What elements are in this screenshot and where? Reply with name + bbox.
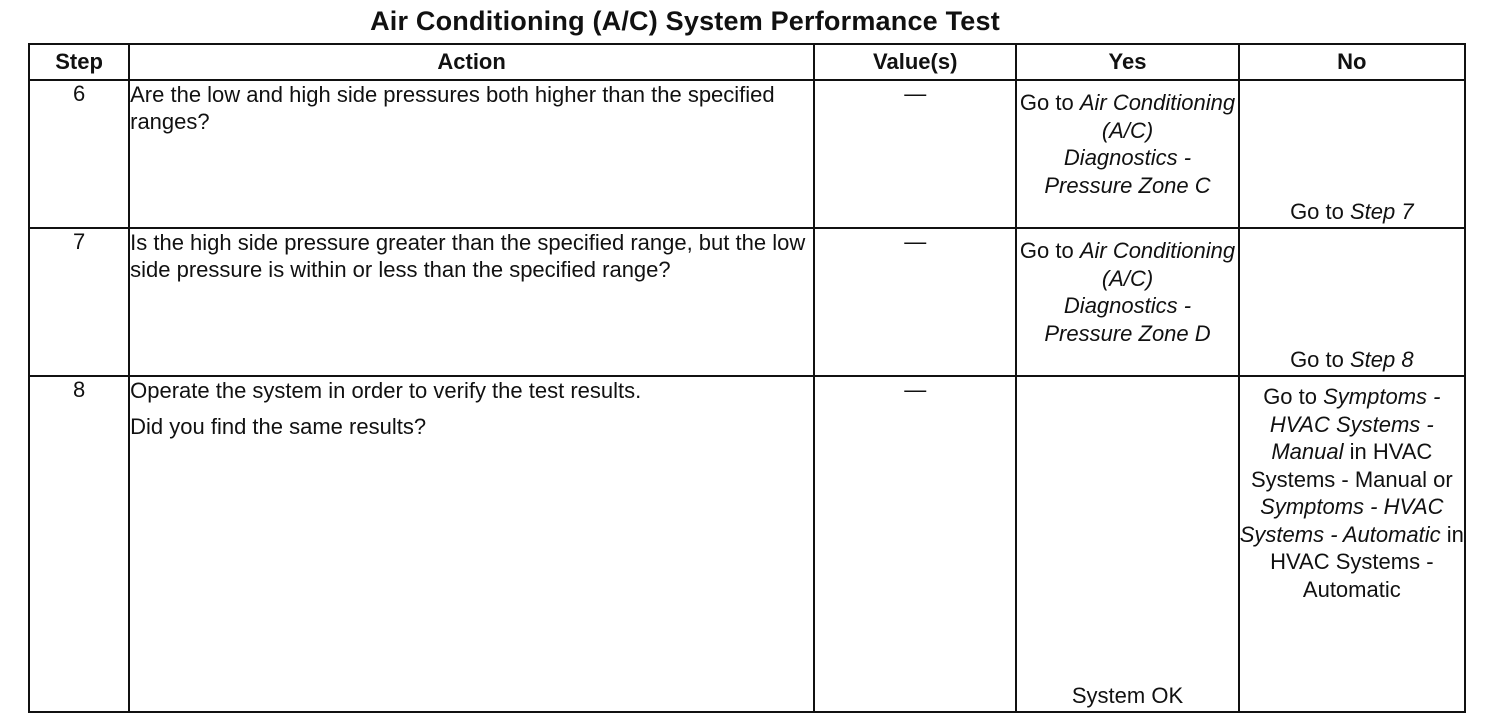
table-row xyxy=(29,80,1465,228)
header-row xyxy=(29,44,1465,80)
header-action: Action xyxy=(129,44,814,80)
action-cell xyxy=(129,376,814,712)
no-cell xyxy=(1239,376,1465,712)
performance-test-table xyxy=(28,43,1466,713)
header-no: No xyxy=(1239,44,1465,80)
action-text: Are the low and high side pressures both higher than the specified ranges? xyxy=(130,82,775,134)
yes-link-ac[interactable]: Air Conditioning (A/C) xyxy=(1079,238,1236,291)
no-mid-text-manual: in HVAC Systems - Manual or xyxy=(1250,439,1453,492)
value-cell: — xyxy=(814,228,1016,376)
page-title: Air Conditioning (A/C) System Performance Test xyxy=(370,6,1000,36)
action-cell xyxy=(129,228,814,376)
yes-cell xyxy=(1016,80,1238,228)
no-cell xyxy=(1239,228,1465,376)
yes-system-ok: System OK xyxy=(1071,682,1184,708)
yes-cell xyxy=(1016,376,1238,712)
no-cell xyxy=(1239,80,1465,228)
yes-prefix: Go to xyxy=(1019,90,1080,115)
no-link-symptoms-automatic[interactable]: Symptoms - HVAC Systems - Automatic xyxy=(1239,494,1444,547)
value-cell: — xyxy=(814,376,1016,712)
no-prefix: Go to xyxy=(1263,384,1324,409)
yes-link-diagnostics[interactable]: Diagnostics - xyxy=(1063,145,1192,170)
table-row xyxy=(29,376,1465,712)
yes-cell xyxy=(1016,228,1238,376)
no-prefix: Go to xyxy=(1290,346,1350,372)
no-prefix: Go to xyxy=(1290,198,1350,224)
step-number: 8 xyxy=(29,376,129,712)
yes-link-diagnostics[interactable]: Diagnostics - xyxy=(1063,293,1192,318)
header-values: Value(s) xyxy=(814,44,1016,80)
no-mid-text-automatic: in HVAC Systems - Automatic xyxy=(1270,521,1464,602)
step-number: 6 xyxy=(29,80,129,228)
yes-prefix: Go to xyxy=(1019,238,1080,263)
header-yes: Yes xyxy=(1016,44,1238,80)
header-step: Step xyxy=(29,44,129,80)
action-text: Is the high side pressure greater than the specified range, but the low side pressure is within or less than the specified range? xyxy=(130,230,806,282)
value-cell: — xyxy=(814,80,1016,228)
yes-link-ac[interactable]: Air Conditioning (A/C) xyxy=(1079,90,1236,143)
yes-link-zone[interactable]: Pressure Zone D xyxy=(1044,320,1211,346)
step-number: 7 xyxy=(29,228,129,376)
table-row xyxy=(29,228,1465,376)
action-cell xyxy=(129,80,814,228)
action-text: Operate the system in order to verify the test results. xyxy=(130,378,642,403)
action-question: Did you find the same results? xyxy=(130,414,427,439)
no-link-symptoms-manual[interactable]: Symptoms - HVAC Systems - Manual xyxy=(1269,384,1441,464)
yes-link-zone[interactable]: Pressure Zone C xyxy=(1044,172,1211,198)
no-link-step[interactable]: Step 8 xyxy=(1349,346,1414,372)
no-link-step[interactable]: Step 7 xyxy=(1349,198,1414,224)
